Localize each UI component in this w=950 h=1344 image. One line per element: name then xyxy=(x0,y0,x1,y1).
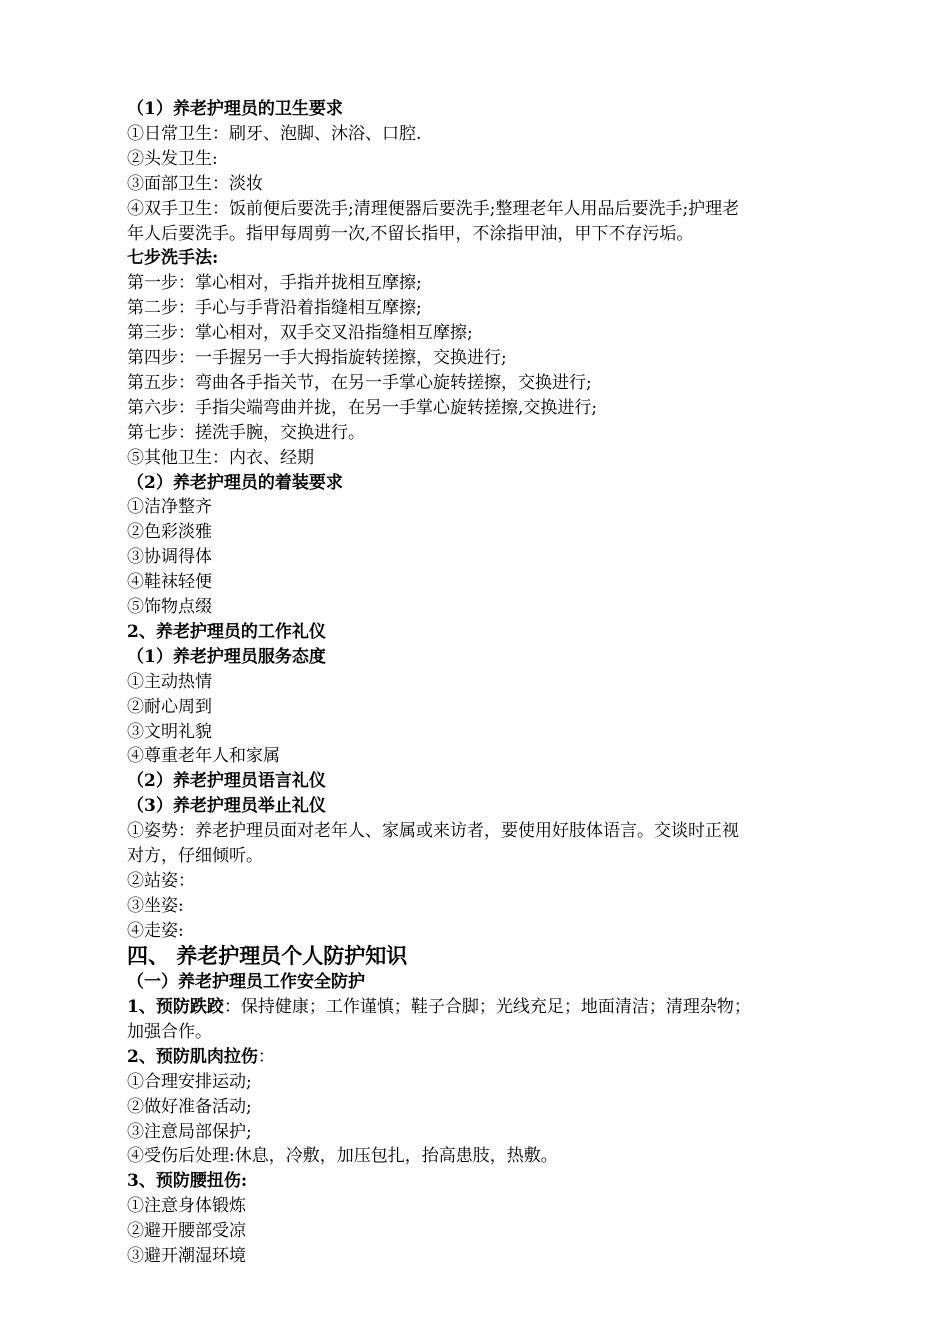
text-line: 第四步：一手握另一手大拇指旋转搓擦，交换进行; xyxy=(127,348,507,368)
heading-line: （1）养老护理员服务态度 xyxy=(127,646,326,667)
text-line: ③坐姿: xyxy=(127,895,184,916)
text-line: ②避开腰部受凉 xyxy=(127,1221,246,1242)
text-line: ⑤其他卫生：内衣、经期 xyxy=(127,447,314,468)
text-line: 对方，仔细倾听。 xyxy=(127,846,263,866)
text-line: ①姿势：养老护理员面对老年人、家属或来访者，要使用好肢体语言。交谈时正视 xyxy=(127,821,739,842)
text-line: ①日常卫生：刷牙、泡脚、沐浴、口腔. xyxy=(127,123,422,144)
text-line: 第一步：掌心相对，手指并拢相互摩擦; xyxy=(127,273,422,294)
heading-line: （3）养老护理员举止礼仪 xyxy=(127,796,326,817)
heading-line: （一）养老护理员工作安全防护 xyxy=(127,972,365,993)
heading-line: （2）养老护理员的着装要求 xyxy=(127,472,343,493)
inline-text: ：保持健康；工作谨慎；鞋子合脚；光线充足；地面清洁；清理杂物； xyxy=(223,997,751,1017)
text-line: ②站姿： xyxy=(127,870,195,891)
heading-line: （2）养老护理员语言礼仪 xyxy=(127,771,326,792)
inline-heading: 2、预防肌肉拉伤 xyxy=(127,1046,258,1067)
text-line: ①主动热情 xyxy=(127,671,212,692)
text-line: 第三步：掌心相对，双手交叉沿指缝相互摩擦; xyxy=(127,323,473,344)
text-line: 年人后要洗手。指甲每周剪一次,不留长指甲，不涂指甲油，甲下不存污垢。 xyxy=(127,223,694,244)
heading-line: 3、预防腰扭伤: xyxy=(127,1171,248,1192)
heading-line: 七步洗手法: xyxy=(127,248,219,269)
text-line: ②色彩淡雅 xyxy=(127,522,212,543)
heading-line: 2、养老护理员的工作礼仪 xyxy=(127,621,326,642)
text-line: ④受伤后处理:休息，冷敷，加压包扎，抬高患肢，热敷。 xyxy=(127,1146,558,1167)
text-line: ③注意局部保护; xyxy=(127,1121,252,1142)
text-line: ①洁净整齐 xyxy=(127,497,212,518)
text-line: ⑤饰物点缀 xyxy=(127,597,212,617)
text-line: 第七步：搓洗手腕，交换进行。 xyxy=(127,422,365,443)
text-line xyxy=(127,1045,837,1070)
text-line: ③避开潮湿环境 xyxy=(127,1246,246,1266)
section-title: 四、 养老护理员个人防护知识 xyxy=(127,942,408,968)
text-line: ②头发卫生: xyxy=(127,148,218,169)
text-line: ①注意身体锻炼 xyxy=(127,1196,246,1217)
text-line: 加强合作。 xyxy=(127,1021,212,1042)
text-line xyxy=(127,995,837,1020)
text-line: ①合理安排运动; xyxy=(127,1071,252,1092)
text-line: ②做好准备活动; xyxy=(127,1096,252,1117)
text-line: ③文明礼貌 xyxy=(127,721,212,742)
heading-line: （1）养老护理员的卫生要求 xyxy=(127,99,343,119)
inline-heading: 1、预防跌跤 xyxy=(127,997,224,1017)
text-line: 第二步：手心与手背沿着指缝相互摩擦; xyxy=(127,298,422,319)
text-line: ②耐心周到 xyxy=(127,696,212,717)
text-line: ④走姿: xyxy=(127,920,184,941)
text-line: 第六步：手指尖端弯曲并拢，在另一手掌心旋转搓擦,交换进行; xyxy=(127,397,598,418)
text-line: ③面部卫生：淡妆 xyxy=(127,173,263,194)
inline-text: ： xyxy=(257,1046,275,1067)
text-line: ④双手卫生：饭前便后要洗手;清理便器后要洗手;整理老年人用品后要洗手;护理老 xyxy=(127,198,740,219)
text-line: ③协调得体 xyxy=(127,547,212,568)
text-line: ④尊重老年人和家属 xyxy=(127,746,280,767)
text-line: 第五步：弯曲各手指关节，在另一手掌心旋转搓擦，交换进行; xyxy=(127,372,592,393)
text-line: ④鞋袜轻便 xyxy=(127,572,212,593)
